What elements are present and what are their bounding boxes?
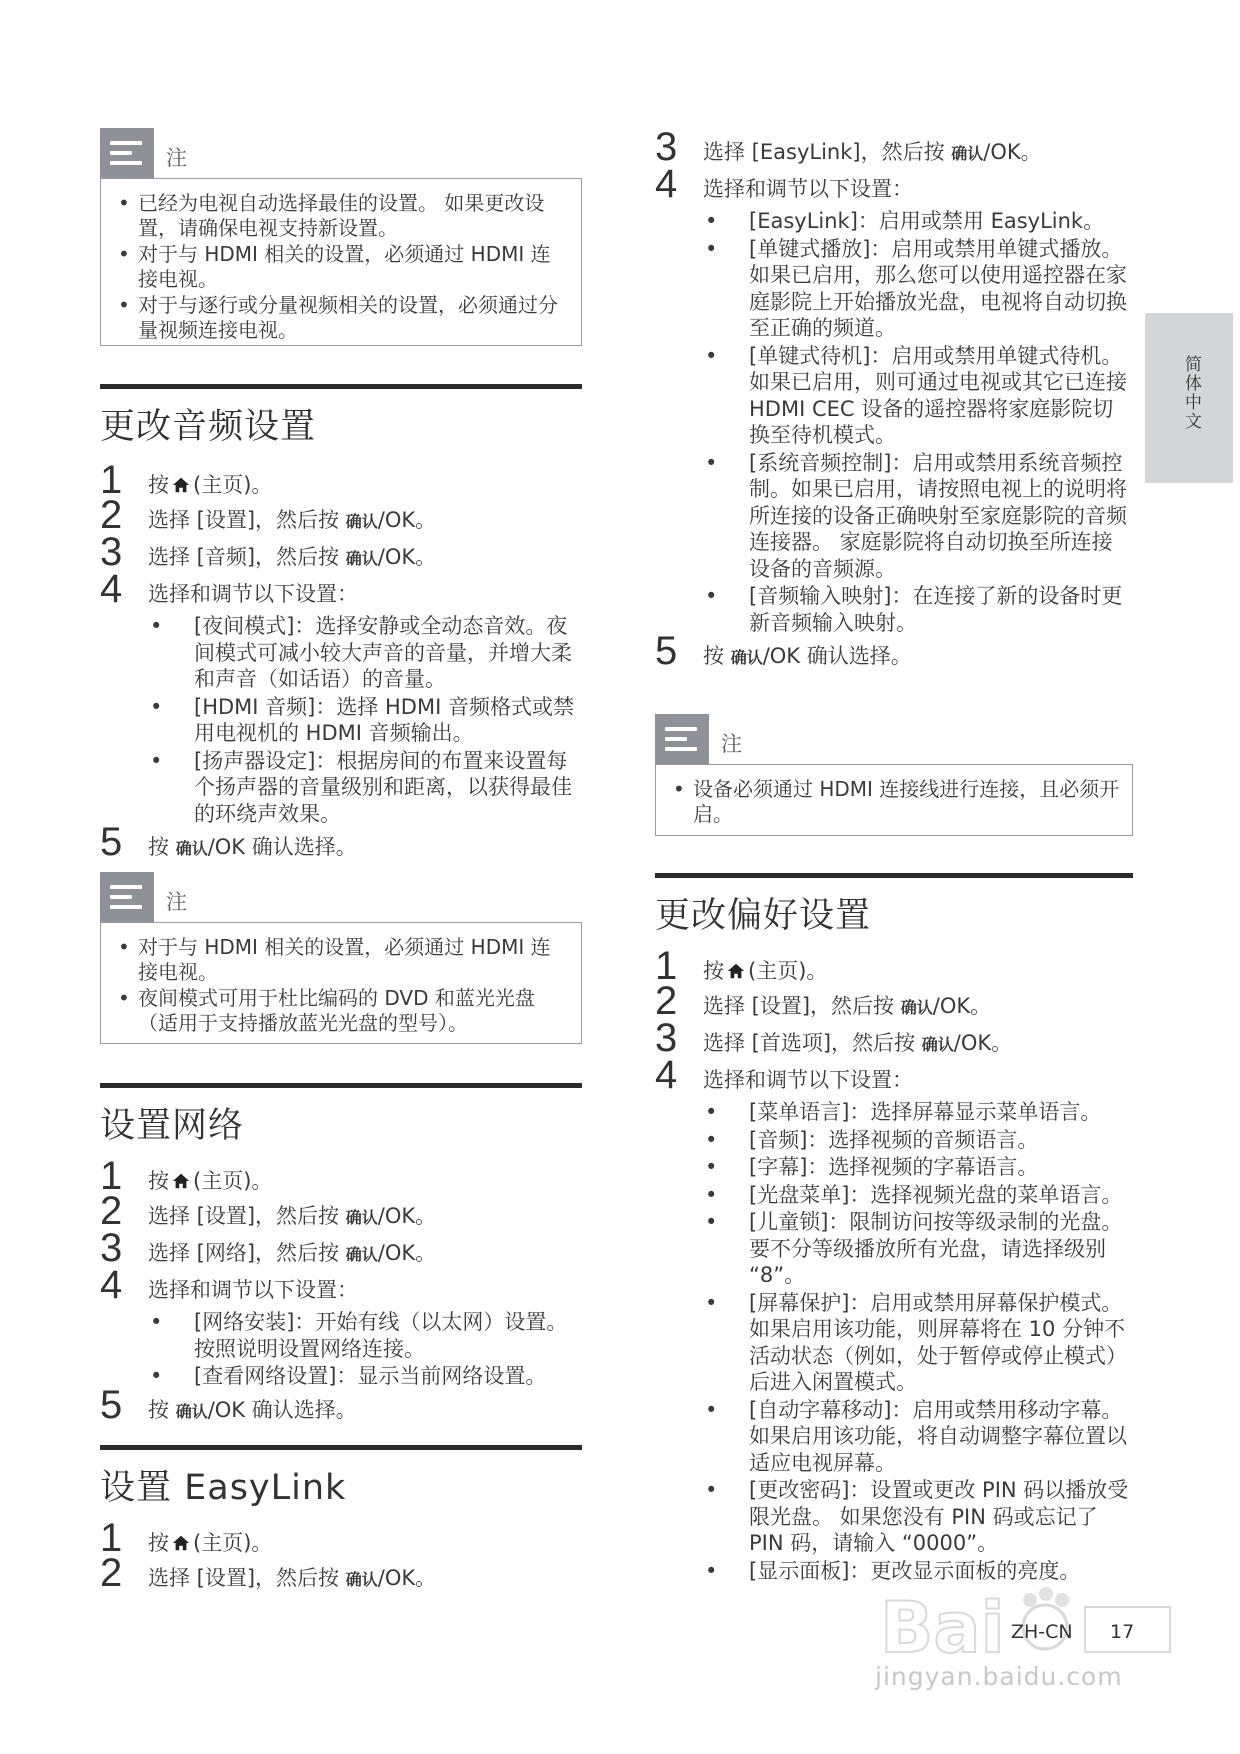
setting-item: • [EasyLink]：启用或禁用 EasyLink。 xyxy=(703,208,1133,235)
step-1 xyxy=(655,944,1133,988)
step-text: /OK。 xyxy=(377,508,437,532)
ok-key: 确认 xyxy=(730,648,763,667)
step-2 xyxy=(100,1551,582,1595)
section-preference xyxy=(655,873,1133,938)
section-title: 设置 EasyLink xyxy=(100,1468,347,1508)
step-number: 1 xyxy=(100,458,123,502)
setting-item: • [音频输入映射]：在连接了新的设备时更新音频输入映射。 xyxy=(703,583,1133,636)
home-icon xyxy=(172,1172,190,1190)
setting-item: • [HDMI 音频]：选择 HDMI 音频格式或禁用电视机的 HDMI 音频输出。 xyxy=(148,694,582,747)
step-text: 选择和调节以下设置： xyxy=(148,1278,358,1302)
easylink-steps xyxy=(100,1516,582,1600)
section-divider xyxy=(100,1445,582,1450)
step-1 xyxy=(100,458,582,502)
step-5 xyxy=(100,1382,582,1427)
step-3 xyxy=(655,125,1133,169)
section-audio xyxy=(100,384,582,449)
ok-key: 确认 xyxy=(345,512,378,531)
step-text: 按 xyxy=(148,1397,169,1422)
note-item: • 对于与 HDMI 相关的设置，必须通过 HDMI 连接电视。 xyxy=(113,242,569,292)
ok-key: 确认 xyxy=(345,1245,378,1264)
section-divider xyxy=(100,384,582,389)
step-5 xyxy=(100,820,582,864)
step-1 xyxy=(100,1516,582,1560)
note-box-display xyxy=(100,128,582,346)
step-number: 3 xyxy=(655,125,678,169)
ok-key: 确认 xyxy=(951,144,984,163)
note-item: • 对于与逐行或分量视频相关的设置，必须通过分量视频连接电视。 xyxy=(113,293,569,343)
step-text: (主页)。 xyxy=(193,1531,273,1555)
ok-key: 确认 xyxy=(345,1570,378,1589)
note-box-easylink xyxy=(655,714,1133,836)
audio-steps xyxy=(100,458,582,869)
step-5 xyxy=(655,629,1133,673)
section-title: 设置网络 xyxy=(100,1106,245,1146)
step-text: 选择 [设置]，然后按 xyxy=(148,1204,340,1228)
ok-key: 确认 xyxy=(175,839,208,858)
step-number: 2 xyxy=(100,1551,123,1595)
step-number: 4 xyxy=(655,1053,678,1097)
step-text: (主页)。 xyxy=(193,1169,273,1193)
step-text: /OK。 xyxy=(377,1204,437,1228)
step-text: 选择和调节以下设置： xyxy=(703,1068,913,1092)
step-2 xyxy=(100,1189,582,1233)
step-number: 1 xyxy=(655,944,678,988)
note-title: 注 xyxy=(166,146,187,170)
language-tab xyxy=(1145,313,1233,483)
section-divider xyxy=(655,873,1133,878)
step-number: 4 xyxy=(100,1263,123,1307)
step-4 xyxy=(100,567,582,827)
step-number: 5 xyxy=(100,1382,123,1427)
step-text: /OK。 xyxy=(932,994,992,1018)
note-title: 注 xyxy=(721,732,742,756)
setting-item: • [系统音频控制]：启用或禁用系统音频控制。如果已启用，请按照电视上的说明将所连接的设备正确映射至家庭影院的音频连接器。 家庭影院将自动切换至所连接设备的音频源。 xyxy=(703,450,1133,583)
step-4 xyxy=(655,162,1133,636)
note-item: • 设备必须通过 HDMI 连接线进行连接，且必须开启。 xyxy=(668,777,1120,827)
setting-item: • [夜间模式]：选择安静或全动态音效。夜间模式可减小较大声音的音量，并增大柔和声音（如话语）的音量。 xyxy=(148,613,582,693)
step-text: /OK。 xyxy=(377,1241,437,1265)
setting-item: • [扬声器设定]：根据房间的布置来设置每个扬声器的音量级别和距离，以获得最佳的环绕声效果。 xyxy=(148,748,582,828)
step-number: 3 xyxy=(100,1226,123,1270)
step-3 xyxy=(100,1226,582,1270)
easylink-steps-continued xyxy=(655,125,1133,678)
step-text: 选择 [设置]，然后按 xyxy=(148,508,340,532)
note-icon xyxy=(100,128,154,178)
setting-item: • [光盘菜单]：选择视频光盘的菜单语言。 xyxy=(703,1182,1133,1209)
step-text: 选择 [EasyLink]，然后按 xyxy=(703,140,945,164)
step-text: 选择 [设置]，然后按 xyxy=(703,994,895,1018)
step-4 xyxy=(100,1263,582,1390)
step-text: (主页)。 xyxy=(193,473,273,497)
step-number: 5 xyxy=(100,820,123,864)
network-steps xyxy=(100,1154,582,1432)
step-text: /OK。 xyxy=(377,545,437,569)
step-text: /OK。 xyxy=(377,1566,437,1590)
setting-item: • [网络安装]：开始有线（以太网）设置。 按照说明设置网络连接。 xyxy=(148,1309,582,1362)
language-tab-label: 简体中文 xyxy=(1181,355,1201,431)
step-3 xyxy=(100,530,582,574)
step-text: 按 xyxy=(148,835,169,859)
step-number: 5 xyxy=(655,629,678,673)
step-number: 2 xyxy=(655,979,678,1023)
section-title: 更改偏好设置 xyxy=(655,896,872,936)
setting-item: • [字幕]：选择视频的字幕语言。 xyxy=(703,1154,1133,1181)
step-text: /OK。 xyxy=(983,140,1042,164)
step-text: 选择和调节以下设置： xyxy=(148,582,358,606)
step-2 xyxy=(655,979,1133,1023)
step-text: 选择 [网络]，然后按 xyxy=(148,1241,340,1265)
step-number: 1 xyxy=(100,1516,123,1560)
setting-item: • [音频]：选择视频的音频语言。 xyxy=(703,1127,1133,1154)
ok-key: 确认 xyxy=(345,549,378,568)
step-number: 1 xyxy=(100,1154,123,1198)
step-text: (主页)。 xyxy=(748,959,828,983)
setting-item: • [显示面板]：更改显示面板的亮度。 xyxy=(703,1558,1133,1585)
step-1 xyxy=(100,1154,582,1198)
step-text: 按 xyxy=(148,473,169,497)
page-number: 17 xyxy=(1110,1621,1135,1643)
note-box-audio xyxy=(100,872,582,1044)
home-icon xyxy=(172,1534,190,1552)
note-icon xyxy=(655,714,709,764)
setting-item: • [儿童锁]：限制访问按等级录制的光盘。 要不分等级播放所有光盘，请选择级别 “8”。 xyxy=(703,1209,1133,1289)
setting-item: • [更改密码]：设置或更改 PIN 码以播放受限光盘。 如果您没有 PIN 码或忘记了 PIN 码，请输入 “0000”。 xyxy=(703,1477,1133,1557)
setting-item: • [单键式待机]：启用或禁用单键式待机。如果已启用，则可通过电视或其它已连接 HDMI CEC 设备的遥控器将家庭影院切换至待机模式。 xyxy=(703,343,1133,449)
preference-steps xyxy=(655,944,1133,1589)
step-number: 2 xyxy=(100,493,123,537)
step-text: 选择 [设置]，然后按 xyxy=(148,1566,340,1590)
language-code: ZH-CN xyxy=(1011,1621,1073,1643)
step-number: 3 xyxy=(655,1016,678,1060)
step-2 xyxy=(100,493,582,537)
step-number: 2 xyxy=(100,1189,123,1233)
step-text: 选择 [首选项]，然后按 xyxy=(703,1031,916,1055)
note-icon xyxy=(100,872,154,922)
ok-key: 确认 xyxy=(921,1035,954,1054)
setting-item: • [屏幕保护]：启用或禁用屏幕保护模式。 如果启用该功能，则屏幕将在 10 分钟不活动状态（例如，处于暂停或停止模式）后进入闲置模式。 xyxy=(703,1290,1133,1396)
step-text: 选择 [音频]，然后按 xyxy=(148,545,340,569)
ok-key: 确认 xyxy=(175,1401,208,1421)
note-title: 注 xyxy=(166,890,187,914)
watermark-url: jingyan.baidu.com xyxy=(875,1662,1123,1691)
note-item: • 对于与 HDMI 相关的设置，必须通过 HDMI 连接电视。 xyxy=(113,935,569,985)
step-text: 按 xyxy=(148,1169,169,1193)
step-text: /OK 确认选择。 xyxy=(762,644,912,668)
step-number: 3 xyxy=(100,530,123,574)
step-3 xyxy=(655,1016,1133,1060)
step-text: 选择和调节以下设置： xyxy=(703,177,913,201)
step-text: /OK 确认选择。 xyxy=(207,835,357,859)
setting-item: • [自动字幕移动]：启用或禁用移动字幕。 如果启用该功能，将自动调整字幕位置以适应电视屏幕。 xyxy=(703,1397,1133,1477)
ok-key: 确认 xyxy=(345,1208,378,1227)
step-number: 4 xyxy=(100,567,123,611)
step-text: 按 xyxy=(703,644,724,668)
setting-item: • [单键式播放]：启用或禁用单键式播放。如果已启用，那么您可以使用遥控器在家庭影院上开始播放光盘，电视将自动切换至正确的频道。 xyxy=(703,236,1133,342)
section-network xyxy=(100,1083,582,1148)
note-item: • 夜间模式可用于杜比编码的 DVD 和蓝光光盘（适用于支持播放蓝光光盘的型号）。 xyxy=(113,986,569,1036)
step-4 xyxy=(655,1053,1133,1584)
home-icon xyxy=(172,476,190,494)
step-number: 4 xyxy=(655,162,678,206)
ok-key: 确认 xyxy=(900,998,933,1017)
home-icon xyxy=(727,962,745,980)
setting-item: • [查看网络设置]：显示当前网络设置。 xyxy=(148,1363,582,1390)
section-divider xyxy=(100,1083,582,1088)
step-text: /OK 确认选择。 xyxy=(207,1397,357,1422)
step-text: 按 xyxy=(148,1531,169,1555)
note-item: • 已经为电视自动选择最佳的设置。 如果更改设置，请确保电视支持新设置。 xyxy=(113,191,569,241)
svg-text:Bai: Bai xyxy=(880,1587,1005,1669)
step-text: 按 xyxy=(703,959,724,983)
step-text: /OK。 xyxy=(953,1031,1013,1055)
setting-item: • [菜单语言]：选择屏幕显示菜单语言。 xyxy=(703,1099,1133,1126)
section-title: 更改音频设置 xyxy=(100,407,317,447)
section-easylink xyxy=(100,1445,582,1510)
